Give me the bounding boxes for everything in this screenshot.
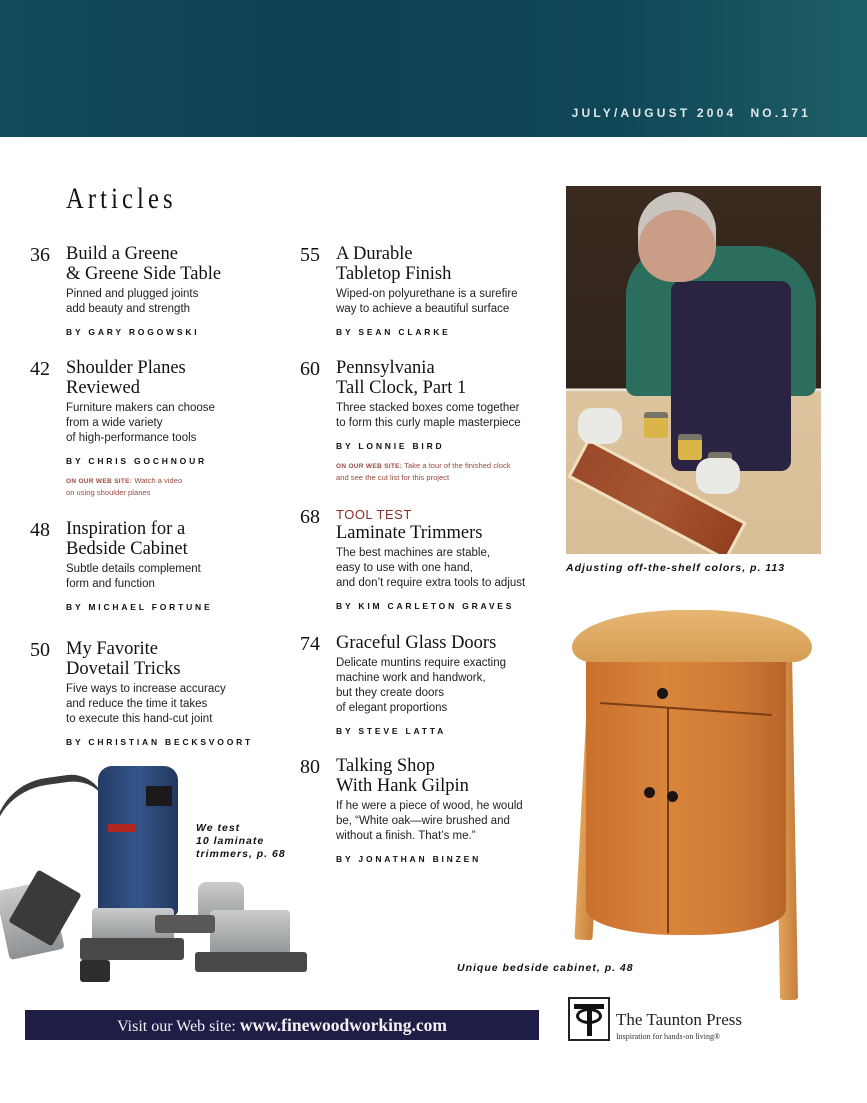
title-line: Tabletop Finish: [336, 264, 452, 284]
web-note-line: Watch a video: [134, 476, 183, 485]
issue-date: JULY/AUGUST 2004: [571, 106, 737, 120]
web-note-line: Take a tour of the finished clock: [404, 461, 511, 470]
title-line: Bedside Cabinet: [66, 539, 188, 559]
drawer-knob: [657, 688, 668, 699]
deck-line: The best machines are stable,: [336, 547, 491, 559]
title-line: Tall Clock, Part 1: [336, 378, 467, 398]
deck-line: of high-performance tools: [66, 432, 197, 444]
article-title: [336, 633, 551, 653]
brand-label: [108, 824, 136, 832]
web-note-line: and see the cut list for this project: [336, 473, 450, 482]
article-deck: [336, 656, 551, 716]
web-note-label: ON OUR WEB SITE:: [336, 463, 403, 470]
issue-info: [572, 106, 811, 120]
article-50[interactable]: [30, 639, 316, 747]
deck-line: Five ways to increase accuracy: [66, 683, 226, 695]
article-deck: [336, 287, 551, 317]
article-deck: [336, 546, 551, 591]
deck-line: way to achieve a beautiful surface: [336, 303, 510, 315]
title-line: With Hank Gilpin: [336, 776, 469, 796]
article-title: [336, 244, 551, 284]
byline: BY CHRIS GOCHNOUR: [66, 456, 207, 466]
website-url[interactable]: www.finewoodworking.com: [239, 1015, 447, 1035]
page-number: 50: [30, 639, 50, 661]
deck-line: If he were a piece of wood, he would: [336, 800, 523, 812]
section-title: Articles: [66, 182, 177, 215]
base-plate: [195, 952, 307, 972]
article-deck: [66, 401, 316, 446]
article-42[interactable]: [30, 358, 316, 498]
article-48[interactable]: [30, 519, 316, 612]
article-deck: [336, 799, 551, 844]
byline: BY STEVE LATTA: [336, 726, 447, 736]
deck-line: Subtle details complement: [66, 563, 201, 575]
deck-line: easy to use with one hand,: [336, 562, 473, 574]
deck-line: add beauty and strength: [66, 303, 191, 315]
title-line: Laminate Trimmers: [336, 523, 483, 543]
stain-can: [644, 412, 668, 438]
title-line: My Favorite: [66, 639, 158, 659]
web-note-label: ON OUR WEB SITE:: [66, 478, 133, 485]
deck-line: from a wide variety: [66, 417, 163, 429]
page-number: 74: [300, 633, 320, 655]
trimmers-photo: [0, 760, 315, 990]
deck-line: Three stacked boxes come together: [336, 402, 520, 414]
article-deck: [66, 287, 316, 317]
stain-can: [678, 434, 702, 460]
door-knob: [644, 787, 655, 798]
deck-line: and reduce the time it takes: [66, 698, 208, 710]
cabinet-top: [572, 610, 812, 662]
article-title: [66, 639, 316, 679]
byline: BY LONNIE BIRD: [336, 441, 445, 451]
title-line: Inspiration for a: [66, 519, 186, 539]
base-plate: [80, 938, 184, 960]
article-deck: [336, 401, 551, 431]
base-plate: [155, 915, 215, 933]
deck-line: Wiped-on polyurethane is a surefire: [336, 288, 518, 300]
tilt-base: [210, 910, 290, 958]
title-line: Pennsylvania: [336, 358, 435, 378]
door-split: [667, 708, 669, 933]
publisher-name: The Taunton Press: [616, 1010, 742, 1029]
trimmers-caption: [196, 822, 286, 861]
web-note[interactable]: [66, 475, 316, 498]
deck-line: Delicate muntins require exacting: [336, 657, 507, 669]
article-deck: [66, 682, 316, 727]
caption-line: trimmers, p. 68: [196, 848, 286, 860]
article-deck: [66, 562, 316, 592]
article-title: [66, 358, 316, 398]
glove: [696, 458, 740, 494]
power-cord: [0, 770, 109, 845]
page-number: 55: [300, 244, 320, 266]
byline: BY GARY ROGOWSKI: [66, 327, 200, 337]
deck-line: machine work and handwork,: [336, 672, 486, 684]
byline: BY JONATHAN BINZEN: [336, 854, 482, 864]
title-line: Build a Greene: [66, 244, 178, 264]
byline: BY SEAN CLARKE: [336, 327, 451, 337]
page-number: 42: [30, 358, 50, 380]
photo-head: [638, 192, 716, 282]
deck-line: but they create doors: [336, 687, 445, 699]
title-line: A Durable: [336, 244, 413, 264]
finisher-caption: Adjusting off-the-shelf colors, p. 113: [566, 562, 786, 574]
deck-line: Pinned and plugged joints: [66, 288, 199, 300]
deck-line: and don’t require extra tools to adjust: [336, 577, 526, 589]
taunton-logo-icon: [568, 997, 610, 1041]
issue-banner: [0, 0, 867, 137]
caption-line: We test: [196, 822, 241, 834]
page-number: 68: [300, 506, 320, 528]
article-74[interactable]: [300, 633, 551, 736]
deck-line: of elegant proportions: [336, 702, 448, 714]
deck-line: to execute this hand-cut joint: [66, 713, 213, 725]
website-prefix: Visit our Web site:: [117, 1018, 240, 1035]
byline: BY CHRISTIAN BECKSVOORT: [66, 737, 254, 747]
deck-line: to form this curly maple masterpiece: [336, 417, 521, 429]
cabinet-caption: Unique bedside cabinet, p. 48: [457, 962, 634, 974]
article-kicker: TOOL TEST: [336, 507, 412, 522]
publisher-logo: [568, 997, 778, 1043]
glove: [578, 408, 622, 444]
door-knob: [667, 791, 678, 802]
title-line: Shoulder Planes: [66, 358, 186, 378]
article-80[interactable]: [300, 756, 551, 864]
logo-stem: [587, 1004, 592, 1036]
trimmer-motor: [98, 766, 178, 916]
deck-line: be, “White oak—wire brushed and: [336, 815, 510, 827]
cabinet-photo: [572, 610, 812, 1000]
article-55[interactable]: [300, 244, 551, 337]
cabinet-body: [586, 650, 786, 935]
article-36[interactable]: [30, 244, 316, 337]
article-68[interactable]: [300, 506, 551, 611]
title-line: Graceful Glass Doors: [336, 633, 497, 653]
caption-line: 10 laminate: [196, 835, 265, 847]
byline: BY MICHAEL FORTUNE: [66, 602, 213, 612]
article-title: [336, 523, 551, 543]
article-title: [336, 358, 551, 398]
deck-line: form and function: [66, 578, 155, 590]
accessory: [80, 960, 110, 982]
motor-window: [146, 786, 172, 806]
finisher-photo: [566, 186, 821, 554]
page-number: 60: [300, 358, 320, 380]
title-line: Dovetail Tricks: [66, 659, 181, 679]
page-number: 36: [30, 244, 50, 266]
article-title: [66, 519, 316, 559]
issue-number: NO.171: [750, 106, 811, 120]
byline: BY KIM CARLETON GRAVES: [336, 601, 515, 611]
web-note-line: on using shoulder planes: [66, 488, 151, 497]
website-banner[interactable]: [25, 1010, 539, 1040]
article-title: [66, 244, 316, 284]
page-number: 80: [300, 756, 320, 778]
title-line: & Greene Side Table: [66, 264, 222, 284]
title-line: Reviewed: [66, 378, 140, 398]
title-line: Talking Shop: [336, 756, 435, 776]
page-number: 48: [30, 519, 50, 541]
deck-line: without a finish. That’s me.”: [336, 830, 476, 842]
web-note[interactable]: [336, 460, 551, 483]
article-title: [336, 756, 551, 796]
deck-line: Furniture makers can choose: [66, 402, 215, 414]
article-60[interactable]: [300, 358, 551, 483]
publisher-tagline: Inspiration for hands-on living®: [616, 1032, 721, 1041]
